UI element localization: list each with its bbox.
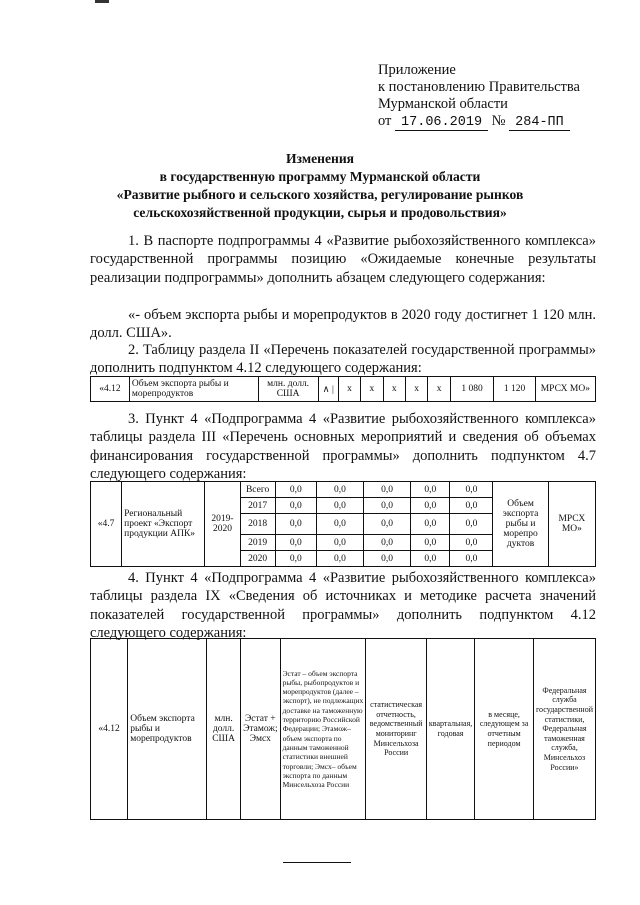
t3-timing: в месяце, следующем за отчетным периодом [475, 639, 534, 820]
t2-name: Региональный проект «Экспорт продукции АПК» [122, 482, 205, 567]
t2-cell: 0,0 [364, 514, 411, 535]
t2-cell: 0,0 [411, 535, 450, 551]
appendix-line3: Мурманской области [378, 96, 508, 112]
t1-value-2019: 1 080 [450, 377, 494, 402]
table-2 [90, 481, 596, 567]
t2-responsible: МРСХ МО» [548, 482, 595, 567]
appendix-line2: к постановлению Правительства [378, 79, 580, 95]
t3-name: Объем экспорта рыбы и морепродуктов [128, 639, 207, 820]
appendix-header [378, 62, 580, 131]
t2-cell: 0,0 [364, 551, 411, 567]
document-title [60, 150, 580, 222]
t1-x1: x [338, 377, 360, 402]
table-row [91, 482, 596, 498]
table-1 [90, 376, 596, 402]
t1-value-2020: 1 120 [494, 377, 535, 402]
t1-unit: млн. долл. США [258, 377, 318, 402]
appendix-line1: Приложение [378, 62, 456, 78]
t2-cell: 0,0 [316, 498, 363, 514]
t2-row-label: 2018 [240, 514, 275, 535]
t1-x4: x [405, 377, 427, 402]
t2-cell: 0,0 [316, 514, 363, 535]
t2-cell: 0,0 [364, 535, 411, 551]
t2-row-label: 2019 [240, 535, 275, 551]
paragraph-2: 2. Таблицу раздела II «Перечень показателей государственной программы» дополнить подпунктом 4.12 следующего содержания: [90, 342, 596, 377]
t2-cell: 0,0 [364, 498, 411, 514]
paragraph-1: 1. В паспорте подпрограммы 4 «Развитие рыбохозяйственного комплекса» государственной программы позицию «Ожидаемые конечные результаты реализации подпрограммы» дополнить абзацем следующего содержания: [90, 233, 596, 286]
t2-row-label: 2017 [240, 498, 275, 514]
t3-description: Эстат – объем экспорта рыбы, рыбопродуктов и морепродуктов (далее – экспорт), не подлежащих доставке на таможенную территорию Российской Федерации; Этамож– объем экспорта по данным таможенной статистики внешней торговли; Эмсх– объем экспорта по данным Минсельхоза России [280, 639, 366, 820]
footer-divider [283, 862, 351, 863]
t2-cell: 0,0 [411, 514, 450, 535]
paragraph-4: 4. Пункт 4 «Подпрограмма 4 «Развитие рыбохозяйственного комплекса» таблицы раздела IX «Сведения об источниках и методике расчета значений показателей государственной программы» дополнить подпунктом 4.12 следующего содержания: [90, 570, 596, 642]
paragraph-3: 3. Пункт 4 «Подпрограмма 4 «Развитие рыбохозяйственного комплекса» таблицы раздела III «Перечень основных мероприятий и сведения об объемах финансирования государственной программы» дополнить подпунктом 4.7 следующего содержания: [90, 411, 596, 483]
t2-cell: 0,0 [275, 498, 316, 514]
t2-row-label: 2020 [240, 551, 275, 567]
scan-mark [95, 0, 109, 3]
t2-cell: 0,0 [411, 498, 450, 514]
t2-cell: 0,0 [450, 535, 493, 551]
t2-cell: 0,0 [364, 482, 411, 498]
t1-responsible: МРСХ МО» [535, 377, 595, 402]
t3-formula: Эстат + Этамож; Эмсх [241, 639, 280, 820]
t2-cell: 0,0 [275, 482, 316, 498]
t1-x5: x [428, 377, 450, 402]
t2-cell: 0,0 [316, 535, 363, 551]
number-prefix: № [491, 113, 506, 129]
title-line2: в государственную программу Мурманской области [159, 169, 481, 184]
t2-num: «4.7 [91, 482, 122, 567]
t2-indicator: Объем экспорта рыбы и морепро дуктов [493, 482, 548, 567]
date-prefix: от [378, 113, 392, 129]
t2-cell: 0,0 [316, 551, 363, 567]
paragraph-1-quote: «- объем экспорта рыбы и морепродуктов в 2020 году достигнет 1 120 млн. долл. США». [90, 307, 596, 342]
t1-num: «4.12 [91, 377, 130, 402]
t2-cell: 0,0 [316, 482, 363, 498]
t2-cell: 0,0 [411, 551, 450, 567]
t2-cell: 0,0 [450, 498, 493, 514]
t2-cell: 0,0 [450, 551, 493, 567]
t2-cell: 0,0 [411, 482, 450, 498]
t1-name: Объем экспорта рыбы и морепродуктов [129, 377, 258, 402]
t2-cell: 0,0 [450, 514, 493, 535]
t2-cell: 0,0 [275, 514, 316, 535]
t2-period: 2019-2020 [205, 482, 240, 567]
table-row [91, 377, 596, 402]
t1-direction: ∧ | [318, 377, 338, 402]
t1-x3: x [383, 377, 405, 402]
t3-num: «4.12 [91, 639, 128, 820]
t2-row-label: Всего [240, 482, 275, 498]
t2-cell: 0,0 [450, 482, 493, 498]
table-3 [90, 638, 596, 820]
date-value: 17.06.2019 [395, 115, 488, 131]
title-line3: «Развитие рыбного и сельского хозяйства, регулирование рынков [116, 187, 524, 202]
table-row [91, 639, 596, 820]
t3-source: статистическая отчетность, ведомственный мониторинг Минсельхоза России [366, 639, 427, 820]
t2-cell: 0,0 [275, 551, 316, 567]
t2-cell: 0,0 [275, 535, 316, 551]
t1-x2: x [361, 377, 383, 402]
title-line1: Изменения [285, 151, 355, 166]
number-value: 284-ПП [509, 115, 570, 131]
t3-unit: млн. долл. США [207, 639, 241, 820]
t3-responsible: Федеральная служба государственной статистики, Федеральная таможенная служба, Минсельхоз России» [533, 639, 595, 820]
appendix-date-line [378, 113, 580, 131]
t3-frequency: квартальная, годовая [426, 639, 474, 820]
title-line4: сельскохозяйственной продукции, сырья и продовольствия» [133, 205, 507, 220]
